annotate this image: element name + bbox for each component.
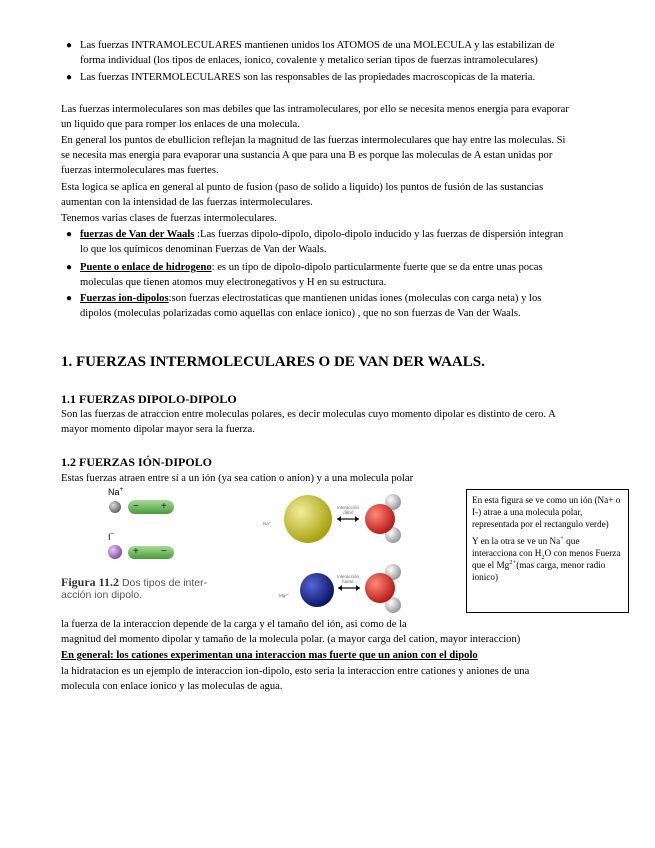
paragraph-ebullicion xyxy=(61,133,618,178)
ion-charge: + xyxy=(119,486,124,493)
subscript: 2 xyxy=(541,553,545,561)
text-line: dipolos (moleculas polarizadas como aquellas con enlace ionico) , que no son fuerzas de Van der Waals. xyxy=(80,308,521,319)
ion-label-i xyxy=(108,532,114,542)
oxygen-atom xyxy=(365,573,395,603)
dipole-plus-top: + xyxy=(161,501,167,512)
label-interaction-strong xyxy=(333,574,363,584)
text-line xyxy=(80,260,618,275)
box-text: que interacciona con H xyxy=(472,536,580,558)
text-line: magnitud del momento dipolar y tamaño de la molecula polar. (a mayor carga del cation, mayor interaccion) xyxy=(61,634,521,645)
figure-number: Figura 11.2 xyxy=(61,575,120,589)
box-paragraph xyxy=(472,535,623,583)
mg-ion-sphere xyxy=(300,573,334,607)
label-na-small: Na⁺ xyxy=(263,521,272,526)
figure-caption xyxy=(61,576,207,601)
ion-label-na xyxy=(108,487,123,497)
term-description: :Las fuerzas dipolo-dipolo, dipolo-dipolo inducido y las fuerzas de dispersión integran xyxy=(194,229,564,240)
label-mg-small: Mg²⁺ xyxy=(279,593,290,598)
box-text: (mas carga, menor radio ionico) xyxy=(472,560,606,582)
bullet-ion-dipolos xyxy=(80,291,618,321)
text-line: se necesita mas energia para evaporar una sustancia A que para una B es porque las moleculas de A estan unidas por xyxy=(61,150,553,161)
term-ion-dipolos: Fuerzas ion-dipolos xyxy=(80,293,169,304)
text-line: Las fuerzas INTERMOLECULARES son las responsables de las propiedades macroscopicas de la materia. xyxy=(80,72,536,83)
bullet-intermolecular xyxy=(80,70,618,85)
paragraph-interaction-factors xyxy=(61,617,618,647)
box-text: Y en la otra se ve un Na xyxy=(472,536,561,546)
bullet-dot: ● xyxy=(66,40,73,51)
text-line: mayor momento dipolar mayor sera la fuerza. xyxy=(61,424,255,435)
text-line: Las fuerzas intermoleculares son mas debiles que las intramoleculares, por ello se necesita menos energia para evaporar xyxy=(61,104,569,115)
caption-line: acción ion dipolo. xyxy=(61,589,143,601)
dipole-plus-bottom: + xyxy=(133,546,139,557)
term-description: : es un tipo de dipolo-dipolo particularmente fuerte que se da entre unas pocas xyxy=(211,262,543,273)
text-line xyxy=(80,227,618,242)
paragraph-hidratacion xyxy=(61,664,618,694)
dipole-minus-top: − xyxy=(133,501,139,512)
paragraph-ion-dipolo-intro: Estas fuerzas atraen entre sí a un ión (ya sea cation o anion) y a una molecula polar xyxy=(61,473,414,484)
term-description: :son fuerzas electrostaticas que mantienen unidas iones (moleculas con carga neta) y los xyxy=(168,293,542,304)
paragraph-debiles xyxy=(61,102,618,132)
term-van-der-waals: fuerzas de Van der Waals xyxy=(80,229,195,240)
general-rule: En general: los cationes experimentan una interaccion mas fuerte que un anion con el dipolo xyxy=(61,650,478,661)
bullet-dot: ● xyxy=(66,72,73,83)
text-line: Son las fuerzas de atraccion entre moleculas polares, es decir moleculas cuyo momento dipolar es distinto de cero. A xyxy=(61,409,556,420)
superscript: + xyxy=(560,534,564,542)
text-line: moleculas que tienen atomos muy electronegativos y H en su estructura. xyxy=(80,277,387,288)
bullet-dot: ● xyxy=(66,229,73,240)
bullet-dot: ● xyxy=(66,293,73,304)
text-line: fuerzas intermoleculares mas fuertes. xyxy=(61,165,219,176)
text-line: forma individual (los tipos de enlaces, ionico, covalente y metalico serían tipos de fuerzas intramoleculares) xyxy=(80,55,538,66)
paragraph-dipolo-dipolo xyxy=(61,407,618,437)
bullet-dot: ● xyxy=(66,262,73,273)
label-line: Interacción xyxy=(336,505,359,510)
ion-charge: − xyxy=(110,531,115,538)
label-line: débil xyxy=(343,510,353,515)
superscript: 2+ xyxy=(509,558,517,566)
box-paragraph: En esta figura se ve como un ión (Na+ o I-) atrae a una molecula polar, representada por el rectangulo verde) xyxy=(472,495,621,529)
oxygen-atom xyxy=(365,504,395,534)
text-line: Esta logica se aplica en general al punto de fusion (paso de solido a liquido) los puntos de fusión de las sustancias xyxy=(61,182,544,193)
label-interaction-weak xyxy=(333,505,363,515)
na-ion-large-sphere xyxy=(284,495,332,543)
text-line: un liquido que para romper los enlaces de una molecula. xyxy=(61,119,300,130)
ion-symbol: Na xyxy=(108,487,120,497)
na-ion-sphere xyxy=(109,501,121,513)
section-heading: 1. FUERZAS INTERMOLECULARES O DE VAN DER WAALS. xyxy=(61,354,485,370)
label-line: fuerte xyxy=(342,579,354,584)
term-puente-hidrogeno: Puente o enlace de hidrogeno xyxy=(80,262,212,273)
text-line: Las fuerzas INTRAMOLECULARES mantienen unidos los ATOMOS de una MOLECULA y las estabilizan de xyxy=(80,40,555,51)
text-line: la hidratacion es un ejemplo de interaccion ion-dipolo, esto seria la interaccion entre cationes y aniones de una xyxy=(61,666,530,677)
paragraph-fusion xyxy=(61,180,618,210)
text-line: aumentan con la intensidad de las fuerzas intermoleculares. xyxy=(61,197,313,208)
paragraph-clases xyxy=(61,211,618,226)
bullet-puente-hidrogeno xyxy=(80,260,618,290)
dipole-minus-bottom: − xyxy=(161,546,167,557)
text-line: molecula con enlace ionico y las moleculas de agua. xyxy=(61,681,283,692)
subsection-heading-dipolo: 1.1 FUERZAS DIPOLO-DIPOLO xyxy=(61,392,237,406)
text-line: Tenemos varias clases de fuerzas intermoleculares. xyxy=(61,213,277,224)
text-line xyxy=(80,291,618,306)
ion-symbol: I xyxy=(108,532,111,542)
bullet-intramolecular xyxy=(80,38,618,68)
label-line: Interacción xyxy=(336,574,359,579)
caption-line: Dos tipos de inter- xyxy=(121,577,208,589)
bullet-van-der-waals xyxy=(80,227,618,257)
text-line: la fuerza de la interaccion depende de la carga y el tamaño del ión, asi como de la xyxy=(61,619,407,630)
figure-explanation-box xyxy=(466,489,629,613)
text-line: lo que los químicos denominan Fuerzas de Van der Waals. xyxy=(80,244,327,255)
i-ion-sphere xyxy=(108,545,122,559)
subsection-heading-ion-dipolo: 1.2 FUERZAS IÓN-DIPOLO xyxy=(61,455,213,469)
box-text: O con menos Fuerza que el Mg xyxy=(472,548,621,570)
text-line: En general los puntos de ebullicion reflejan la magnitud de las fuerzas intermoleculares que hay entre las moleculas. Si xyxy=(61,135,566,146)
